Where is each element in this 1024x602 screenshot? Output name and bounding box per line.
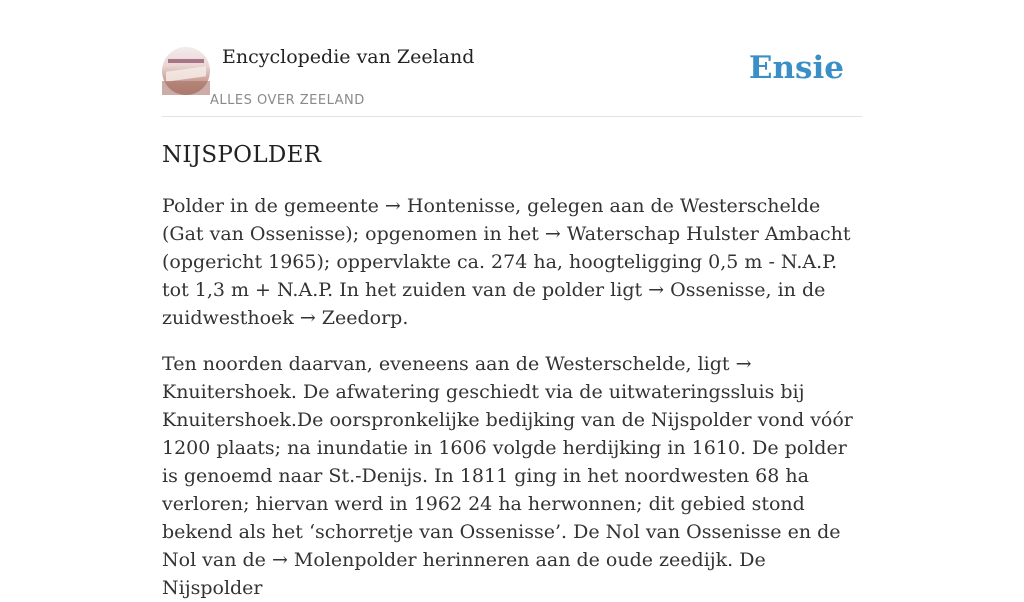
avatar-detail bbox=[166, 66, 206, 82]
article bbox=[162, 140, 862, 602]
ensie-logo[interactable]: Ensie bbox=[748, 50, 844, 86]
avatar-detail bbox=[162, 81, 210, 95]
article-title: NIJSPOLDER bbox=[162, 142, 322, 168]
avatar-detail bbox=[168, 59, 204, 63]
site-title[interactable]: Encyclopedie van Zeeland bbox=[222, 46, 475, 68]
article-paragraph: Polder in de gemeente → Hontenisse, gelegen aan de Westerschelde (Gat van Ossenisse); opgenomen in het → Waterschap Hulster Ambacht (opgericht 1965); oppervlakte ca. 274 ha, hoogteligging 0,5 m - N.A.P. tot 1,3 m + N.A.P. In het zuiden van de polder ligt → Ossenisse, in de zuidwesthoek → Zeedorp. bbox=[162, 195, 851, 329]
site-subtitle: ALLES OVER ZEELAND bbox=[210, 93, 365, 108]
site-avatar[interactable] bbox=[162, 47, 210, 95]
article-paragraph: Ten noorden daarvan, eveneens aan de Westerschelde, ligt → Knuitershoek. De afwatering geschiedt via de uitwateringssluis bij Knuitershoek.De oorspronkelijke bedijking van de Nijspolder vond vóór 1200 plaats; na inundatie in 1606 volgde herdijking in 1610. De polder is genoemd naar St.-Denijs. In 1811 ging in het noordwesten 68 ha verloren; hiervan werd in 1962 24 ha herwonnen; dit gebied stond bekend als het ‘schorretje van Ossenisse’. De Nol van Ossenisse en de Nol van de → Molenpolder herinneren aan de oude zeedijk. De Nijspolder bbox=[162, 353, 853, 599]
site-header bbox=[162, 40, 862, 117]
